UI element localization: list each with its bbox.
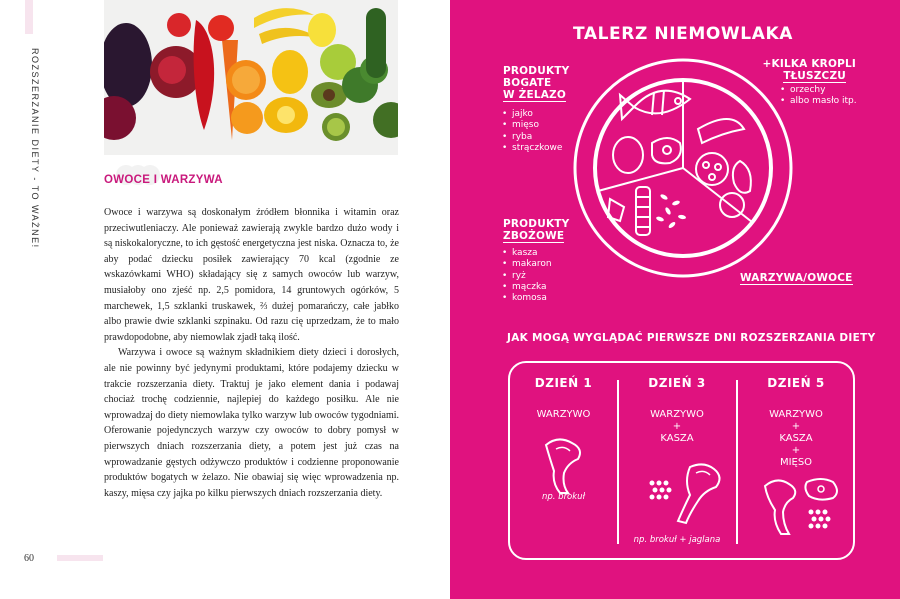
day-food: WARZYWO + KASZA xyxy=(650,409,704,444)
day-food: WARZYWO + KASZA + MIĘSO xyxy=(769,409,823,468)
grains-heading: PRODUKTY ZBOŻOWE xyxy=(503,218,570,242)
list-item: • mięso xyxy=(502,120,562,131)
grains-list xyxy=(502,248,552,304)
pasta-icon xyxy=(608,187,650,235)
day-note: np. brokuł + jaglana xyxy=(633,535,721,545)
baby-plate-illustration xyxy=(572,57,794,279)
day-label: DZIEŃ 3 xyxy=(648,376,706,390)
veg-fruit-heading: WARZYWA/OWOCE xyxy=(740,272,853,284)
list-item: • orzechy xyxy=(780,85,857,96)
iron-products-list xyxy=(502,109,562,154)
egg-icon xyxy=(613,137,643,173)
list-item: • strączkowe xyxy=(502,143,562,154)
list-item: • ryż xyxy=(502,271,552,282)
section-heading: OWOCE I WARZYWA xyxy=(104,174,223,186)
fat-heading: +KILKA KROPLI TŁUSZCZU xyxy=(762,58,856,82)
page-number: 60 xyxy=(24,553,34,564)
day-1-column xyxy=(510,363,617,558)
fish-icon xyxy=(620,90,690,119)
fruit-vegetable-photo xyxy=(104,0,398,155)
strawberry-icon xyxy=(733,161,751,193)
article-body xyxy=(104,205,399,501)
paragraph: Warzywa i owoce są ważnym składnikiem diety dzieci i dorosłych, ale nie powinny być jedynymi produktami, które podajemy dziecku w trakcie rozszerzania diety. Traktuj je jako element dania i podawaj chociaż trochę codziennie, najlepiej do każdego posiłku. Ale nie wprowadzaj do diety niemowlaka tylko warzyw lub owoców tygodniami. Oferowanie pojedynczych warzyw czy owoców to dobry pomysł w pierwszych dniach rozszerzania diety, a potem jest już czas na wprowadzanie gęstych odżywczo produktów i codzienne proponowanie produktów bogatych w żelazo. Nie obawiaj się więc wprowadzenia np. kaszy, mięsa czy jajka po kilku pierwszych dniach rozszerzania diety. xyxy=(104,347,399,499)
broccoli-icon xyxy=(538,435,590,495)
day-3-column xyxy=(618,363,736,558)
right-page xyxy=(450,0,900,599)
decorative-bar-bottom xyxy=(57,555,103,561)
list-item: • albo masło itp. xyxy=(780,96,857,107)
infographic-title: TALERZ NIEMOWLAKA xyxy=(572,24,794,44)
list-item: • makaron xyxy=(502,259,552,270)
paragraph: Owoce i warzywa są doskonałym źródłem błonnika i witamin oraz przeciwutleniaczy. Ale ponieważ zawierają zwykle bardzo dużo wody i są niskokaloryczne, to ich gęstość energetyczna jest niska. Oznacza to, że aby podać dziecku posiłek zawierający 70 kcal (zgodnie ze wskazówkami WHO) składający się z samych owoców lub warzyw, musiałoby ono zjeść np. 2,5 pomidora, 14 gruntowych ogórków, 5 marchewek, 1,5 szklanki truskawek, ⅔ dużej pomarańczy, całe jabłko albo prawie dwie szklanki szpinaku. Od razu cię uprzedzam, że to mało prawdopodobne, aby niemowlak zjadł taką ilość. xyxy=(104,207,399,343)
pepper-icon xyxy=(698,119,744,143)
tomato-slice-icon xyxy=(696,153,728,185)
decorative-bar-top xyxy=(25,0,33,34)
list-item: • komosa xyxy=(502,293,552,304)
day-label: DZIEŃ 1 xyxy=(534,376,593,390)
day-note: np. brokuł xyxy=(541,492,586,502)
meat-icon xyxy=(652,138,681,163)
list-item: • mączka xyxy=(502,282,552,293)
day-food: WARZYWO xyxy=(536,409,591,420)
day-5-column xyxy=(737,363,855,558)
fat-list xyxy=(780,85,857,108)
rice-grains-icon xyxy=(656,193,687,229)
first-days-box xyxy=(508,361,855,560)
list-item: • ryba xyxy=(502,132,562,143)
first-days-title: JAK MOGĄ WYGLĄDAĆ PIERWSZE DNI ROZSZERZANIA DIETY xyxy=(507,332,876,344)
broccoli-and-millet-icon xyxy=(646,461,726,527)
apple-icon xyxy=(720,193,744,217)
chapter-side-title: ROZSZERZANIE DIETY - TO WAŻNE! xyxy=(30,48,40,249)
list-item: • jajko xyxy=(502,109,562,120)
list-item: • kasza xyxy=(502,248,552,259)
iron-products-heading: PRODUKTY BOGATE W ŻELAZO xyxy=(503,65,570,101)
day-label: DZIEŃ 5 xyxy=(767,376,825,390)
broccoli-millet-meat-icon xyxy=(761,476,847,538)
